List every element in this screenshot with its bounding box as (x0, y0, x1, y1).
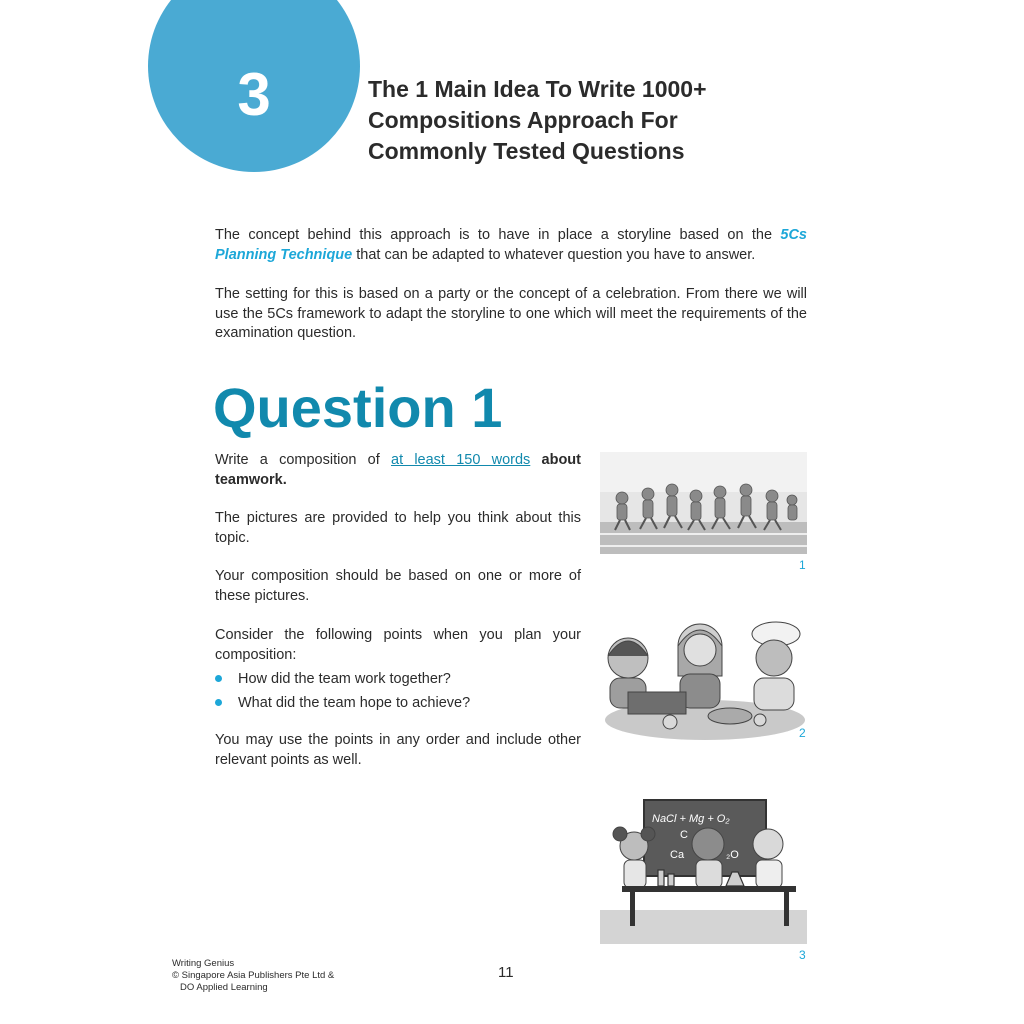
question-paragraph-4: Consider the following points when you plan your composition: (215, 627, 581, 663)
picture-2-label: 2 (799, 726, 806, 740)
page-number: 11 (498, 964, 514, 981)
question-paragraph-3: Your composition should be based on one or more of these pictures. (215, 568, 581, 604)
picture-1-label: 1 (799, 558, 806, 572)
bullet-text: How did the team work together? (238, 671, 451, 687)
question-paragraph-5: You may use the points in any order and include other relevant points as well. (215, 732, 581, 768)
picture-3-label: 3 (799, 948, 806, 962)
list-item (215, 667, 581, 691)
bullet-dot-icon (215, 699, 222, 706)
picture-2-baking (600, 616, 807, 744)
intro-text: The concept behind this approach is to have in place a storyline based on the (215, 227, 781, 243)
blackboard-formula: NaCl + Mg + O₂ (652, 813, 730, 825)
footer-book-title: Writing Genius (172, 958, 235, 969)
chapter-title (368, 74, 788, 167)
blackboard-text-o: ₂O (726, 849, 739, 861)
chapter-title-line-2: Compositions Approach For (368, 107, 678, 133)
question-points-list (215, 667, 581, 715)
question-paragraph-2: The pictures are provided to help you think about this topic. (215, 510, 581, 546)
chapter-title-line-1: The 1 Main Idea To Write 1000+ (368, 76, 707, 102)
question-heading: Question 1 (213, 376, 503, 439)
list-item (215, 691, 581, 715)
blackboard-text-c: C (680, 829, 688, 841)
picture-3-science-lab (600, 798, 807, 944)
blackboard-text-ca: Ca (670, 849, 685, 861)
bullet-text: What did the team hope to achieve? (238, 695, 471, 711)
picture-1-running-race (600, 452, 807, 554)
intro-paragraph-1 (215, 226, 807, 265)
footer-copyright-2: DO Applied Learning (180, 982, 268, 993)
footer-copyright: © Singapore Asia Publishers Pte Ltd & (172, 970, 335, 981)
instruction-text: Write a composition of (215, 452, 392, 468)
planning-technique-highlight: 5Cs Planning Technique (215, 227, 807, 263)
word-count-link[interactable]: at least 150 words (391, 452, 531, 468)
footer-publisher (172, 958, 334, 994)
chapter-badge (148, 0, 360, 172)
chapter-title-line-3: Commonly Tested Questions (368, 138, 685, 164)
question-instruction (215, 451, 581, 490)
intro-paragraph-2: The setting for this is based on a party or the concept of a celebration. From there we will use the 5Cs framework to adapt the storyline to one which will meet the requirements of the examination question. (215, 286, 807, 341)
chapter-number: 3 (237, 61, 271, 128)
bullet-dot-icon (215, 675, 222, 682)
topic-bold: about teamwork. (215, 452, 581, 488)
intro-text-end: that can be adapted to whatever question you have to answer. (352, 246, 756, 263)
